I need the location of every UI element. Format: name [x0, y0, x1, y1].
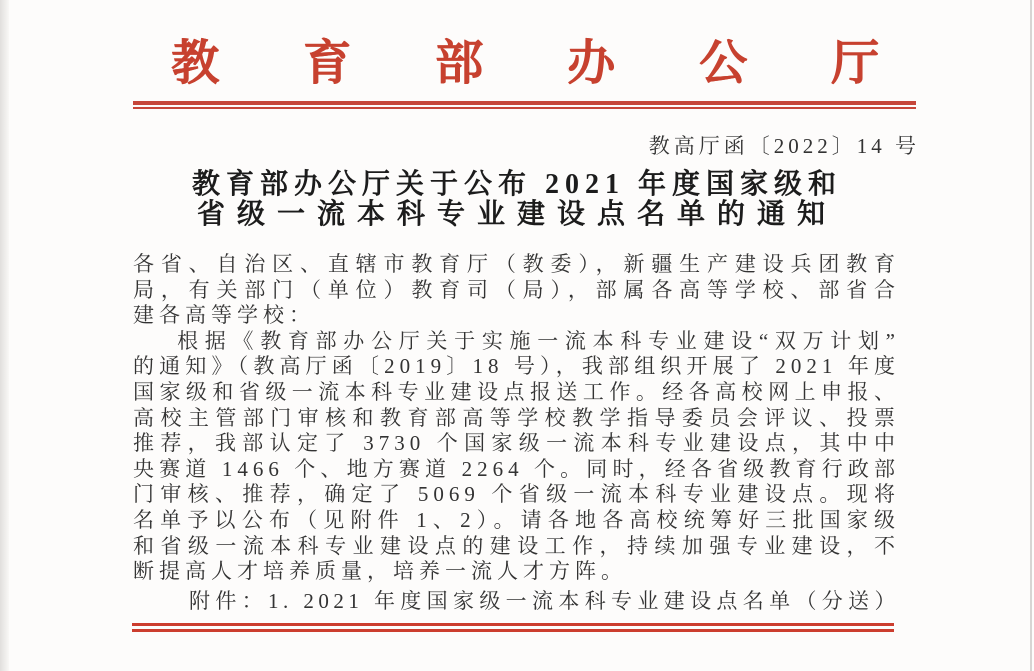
body-line: 断提高人才培养质量，培养一流人才方阵。	[133, 559, 627, 584]
footer-divider-bottom-bar	[132, 629, 894, 632]
notice-title	[0, 171, 1034, 228]
notice-body	[133, 252, 900, 585]
footer-divider-top-bar	[132, 623, 894, 626]
body-line: 推荐，我部认定了 3730 个国家级一流本科专业建设点，其中中	[133, 431, 900, 456]
footer-divider	[132, 623, 894, 632]
letterhead-agency-name: 教育部办公厅	[170, 37, 963, 90]
body-line: 高校主管部门审核和教育部高等学校教学指导委员会评议、投票	[133, 405, 900, 430]
body-line: 门审核、推荐，确定了 5069 个省级一流本科专业建设点。现将	[133, 482, 900, 507]
notice-title-line1: 教育部办公厅关于公布 2021 年度国家级和	[191, 169, 842, 200]
page-left-edge	[0, 0, 9, 671]
letterhead-divider-thin-bar	[133, 107, 916, 109]
body-line: 央赛道 1466 个、地方赛道 2264 个。同时，经各省级教育行政部	[133, 456, 900, 481]
body-line: 名单予以公布（见附件 1、2）。请各地各高校统筹好三批国家级	[133, 507, 900, 532]
body-line: 和省级一流本科专业建设点的建设工作，持续加强专业建设，不	[133, 533, 900, 558]
attachment-line: 附件：1. 2021 年度国家级一流本科专业建设点名单（分送）	[189, 588, 900, 613]
body-line: 局，有关部门（单位）教育司（局），部属各高等学校、部省合	[133, 277, 900, 302]
body-line: 国家级和省级一流本科专业建设点报送工作。经各高校网上申报、	[133, 379, 900, 404]
letterhead-divider	[133, 101, 916, 109]
body-line: 的通知》（教高厅函〔2019〕18 号），我部组织开展了 2021 年度	[133, 354, 900, 379]
body-line: 建各高等学校：	[133, 303, 315, 328]
body-line: 各省、自治区、直辖市教育厅（教委），新疆生产建设兵团教育	[133, 252, 900, 276]
document-number: 教高厅函〔2022〕14 号	[648, 134, 920, 158]
body-line: 根据《教育部办公厅关于实施一流本科专业建设“双万计划”	[177, 328, 900, 353]
notice-title-line2: 省级一流本科专业建设点名单的通知	[196, 199, 837, 230]
page-right-edge	[1030, 0, 1032, 671]
letterhead-divider-thick-bar	[133, 101, 916, 105]
